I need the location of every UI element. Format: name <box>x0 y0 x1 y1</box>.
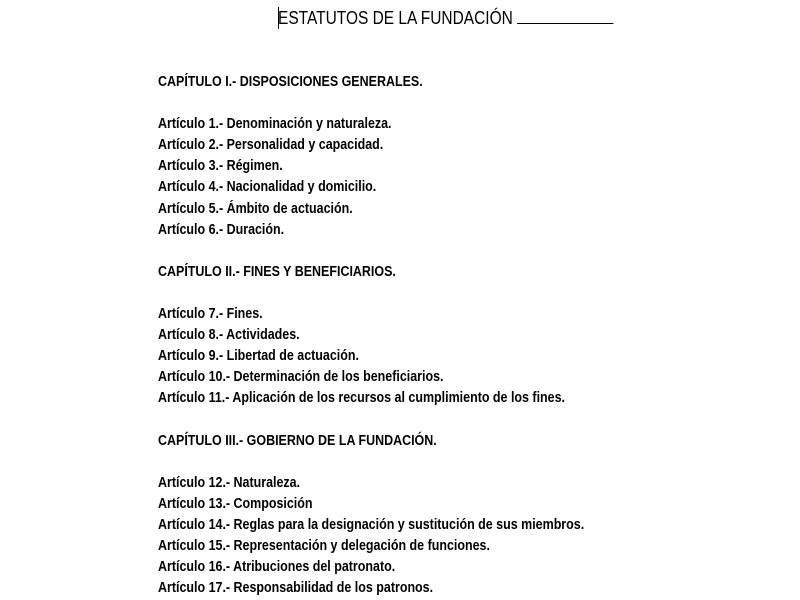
article-entry: Artículo 16.- Atribuciones del patronato. <box>158 559 396 576</box>
article-entry: Artículo 9.- Libertad de actuación. <box>158 348 359 365</box>
article-entry: Artículo 2.- Personalidad y capacidad. <box>158 137 384 154</box>
chapter-heading: CAPÍTULO II.- FINES Y BENEFICIARIOS. <box>158 263 396 280</box>
article-entry: Artículo 6.- Duración. <box>158 221 285 238</box>
blank-line <box>158 241 778 262</box>
chapter-heading: CAPÍTULO I.- DISPOSICIONES GENERALES. <box>158 74 423 90</box>
article-entry: Artículo 17.- Responsabilidad de los patronos. <box>158 580 434 597</box>
article-entry: Artículo 3.- Régimen. <box>158 158 283 175</box>
article-entry: Artículo 15.- Representación y delegación de funciones. <box>158 538 490 555</box>
blank-line <box>158 410 778 431</box>
article-entry: Artículo 14.- Reglas para la designación y sustitución de sus miembros. <box>158 516 585 533</box>
article-entry: Artículo 8.- Actividades. <box>158 327 300 344</box>
blank-line <box>158 93 778 114</box>
article-entry: Artículo 11.- Aplicación de los recursos al cumplimiento de los fines. <box>158 390 566 407</box>
blank-line <box>158 283 778 304</box>
article-entry: Artículo 7.- Fines. <box>158 306 263 323</box>
article-entry: Artículo 10.- Determinación de los beneficiarios. <box>158 369 444 386</box>
title-blank-line <box>517 6 613 24</box>
article-entry: Artículo 4.- Nacionalidad y domicilio. <box>158 179 377 196</box>
blank-line <box>158 452 778 473</box>
article-entry: Artículo 13.- Composición <box>158 495 313 512</box>
document-title-text: ESTATUTOS DE LA FUNDACIÓN <box>278 8 513 28</box>
article-entry: Artículo 12.- Naturaleza. <box>158 474 301 491</box>
article-entry: Artículo 5.- Ámbito de actuación. <box>158 200 353 217</box>
document-title <box>278 6 613 30</box>
chapter-heading: CAPÍTULO III.- GOBIERNO DE LA FUNDACIÓN. <box>158 432 437 449</box>
article-entry: Artículo 1.- Denominación y naturaleza. <box>158 116 392 133</box>
document-body <box>158 72 778 599</box>
